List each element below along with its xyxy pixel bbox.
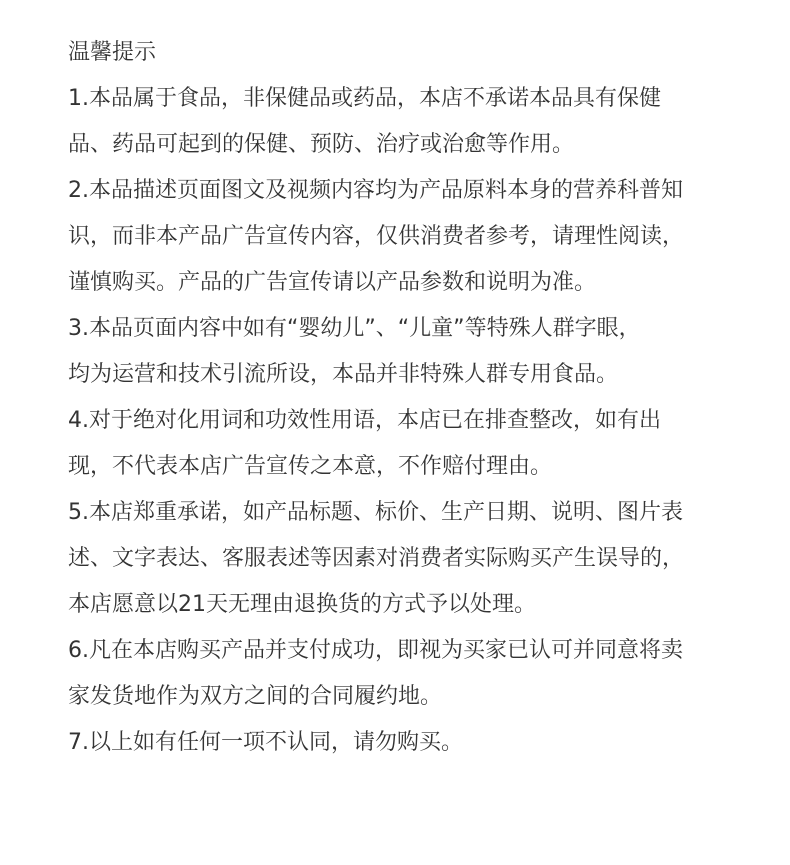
notice-item-7: [68, 720, 768, 766]
notice-list: [68, 76, 768, 766]
notice-line: 现，不代表本店广告宣传之本意，不作赔付理由。: [68, 454, 553, 479]
notice-title: 温馨提示: [68, 40, 157, 65]
notice-line: 均为运营和技术引流所设，本品并非特殊人群专用食品。: [68, 362, 619, 387]
notice-item-2: [68, 168, 768, 306]
notice-item-3: [68, 306, 768, 398]
notice-line: 4.对于绝对化用词和功效性用语，本店已在排查整改，如有出: [68, 408, 661, 433]
notice-line: 2.本品描述页面图文及视频内容均为产品原料本身的营养科普知: [68, 178, 683, 203]
notice-item-1: [68, 76, 768, 168]
notice-item-5: [68, 490, 768, 628]
notice-item-4: [68, 398, 768, 490]
notice-line: 品、药品可起到的保健、预防、治疗或治愈等作用。: [68, 132, 575, 157]
notice-line: 6.凡在本店购买产品并支付成功，即视为买家已认可并同意将卖: [68, 638, 683, 663]
notice-line: 3.本品页面内容中如有“婴幼儿”、“儿童”等特殊人群字眼，: [68, 316, 641, 341]
notice-panel: [68, 30, 768, 766]
notice-line: 识，而非本产品广告宣传内容，仅供消费者参考，请理性阅读，: [68, 224, 685, 249]
notice-line: 谨慎购买。产品的广告宣传请以产品参数和说明为准。: [68, 270, 597, 295]
notice-line: 5.本店郑重承诺，如产品标题、标价、生产日期、说明、图片表: [68, 500, 683, 525]
notice-line: 家发货地作为双方之间的合同履约地。: [68, 684, 443, 709]
notice-item-6: [68, 628, 768, 720]
notice-line: 本店愿意以21天无理由退换货的方式予以处理。: [68, 592, 536, 617]
notice-line: 7.以上如有任何一项不认同，请勿购买。: [68, 730, 463, 755]
notice-line: 1.本品属于食品，非保健品或药品，本店不承诺本品具有保健: [68, 86, 661, 111]
notice-line: 述、文字表达、客服表述等因素对消费者实际购买产生误导的，: [68, 546, 685, 571]
